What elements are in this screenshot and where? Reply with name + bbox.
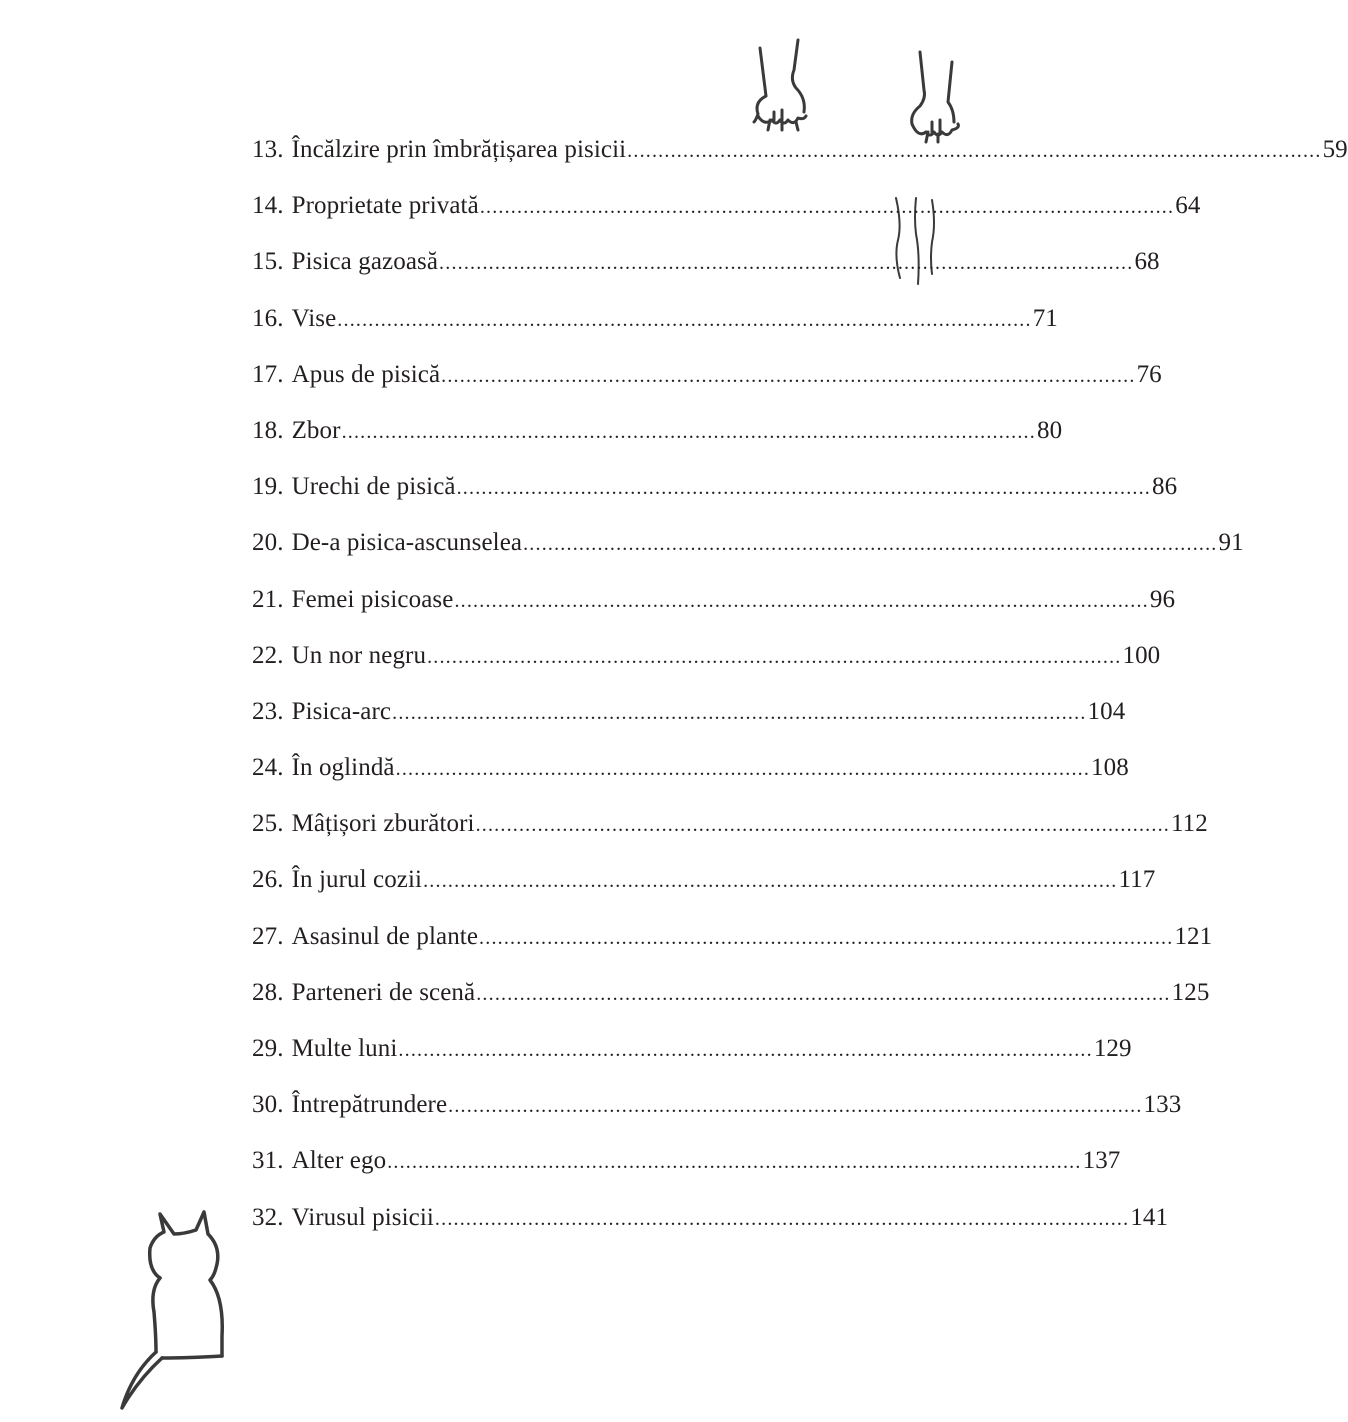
chapter-number: 24.	[252, 754, 284, 782]
chapter-number: 17.	[252, 360, 284, 388]
dot-leader: ................................................................................................................	[427, 645, 1122, 668]
chapter-title: Asasinul de plante	[291, 922, 479, 950]
page-number: 121	[1174, 922, 1213, 950]
chapter-title: Virusul pisicii	[291, 1203, 434, 1231]
dot-leader: ................................................................................................................	[479, 196, 1175, 219]
page-number: 117	[1118, 866, 1156, 894]
page-number: 141	[1130, 1203, 1169, 1231]
chapter-number: 16.	[252, 304, 284, 332]
dot-leader: ................................................................................................................	[441, 364, 1136, 387]
page-number: 71	[1032, 304, 1058, 332]
dot-leader: ................................................................................................................	[456, 477, 1151, 500]
chapter-title: Pisica gazoasă	[291, 248, 439, 276]
page-number: 100	[1122, 641, 1161, 669]
toc-entry[interactable]	[252, 1203, 1169, 1260]
chapter-number: 23.	[252, 697, 284, 725]
chapter-number: 27.	[252, 922, 284, 950]
page-number: 96	[1149, 585, 1176, 613]
chapter-title: Vise	[291, 304, 337, 332]
chapter-title: Multe luni	[291, 1035, 398, 1062]
chapter-number: 32.	[252, 1203, 284, 1231]
toc-entry[interactable]	[252, 866, 1156, 922]
toc-entry[interactable]	[252, 360, 1162, 417]
dot-leader: ................................................................................................................	[392, 701, 1087, 724]
chapter-title: Femei pisicoase	[291, 585, 454, 613]
table-of-contents	[252, 136, 1348, 1260]
page-number: 64	[1175, 192, 1201, 220]
dot-leader: ................................................................................................................	[448, 1095, 1143, 1118]
toc-entry[interactable]	[252, 192, 1201, 248]
toc-entry[interactable]	[252, 473, 1178, 529]
page-number: 86	[1152, 473, 1178, 501]
page-number: 80	[1036, 416, 1063, 444]
page-number: 108	[1091, 754, 1129, 782]
toc-entry[interactable]	[252, 810, 1208, 866]
cat-paw-icon	[752, 36, 814, 132]
chapter-title: Mâțișori zburători	[291, 810, 475, 838]
toc-entry[interactable]	[252, 304, 1058, 361]
chapter-title: Pisica-arc	[291, 697, 392, 725]
page-number: 76	[1136, 360, 1162, 388]
toc-entry[interactable]	[252, 1147, 1121, 1203]
chapter-number: 14.	[252, 192, 284, 220]
toc-entry[interactable]	[252, 136, 1348, 192]
toc-entry[interactable]	[252, 529, 1244, 585]
chapter-number: 26.	[252, 866, 284, 894]
page-number: 104	[1087, 697, 1126, 725]
chapter-title: Zbor	[291, 416, 341, 444]
dot-leader: ................................................................................................................	[475, 814, 1170, 837]
chapter-title: Alter ego	[291, 1147, 387, 1175]
toc-entry[interactable]	[252, 416, 1063, 473]
chapter-title: În jurul cozii	[291, 866, 423, 894]
dot-leader: ................................................................................................................	[341, 420, 1036, 443]
toc-entry[interactable]	[252, 922, 1213, 979]
page-number: 129	[1093, 1035, 1132, 1062]
dot-leader: ................................................................................................................	[439, 252, 1134, 275]
toc-entry[interactable]	[252, 1035, 1132, 1091]
chapter-title: În oglindă	[291, 754, 395, 782]
chapter-number: 30.	[252, 1091, 284, 1119]
page-number: 125	[1171, 978, 1210, 1006]
dot-leader: ................................................................................................................	[398, 1039, 1093, 1061]
chapter-number: 15.	[252, 248, 284, 276]
dot-leader: ................................................................................................................	[423, 870, 1118, 893]
dot-leader: ................................................................................................................	[337, 308, 1032, 331]
page-number: 133	[1143, 1091, 1182, 1119]
toc-entry[interactable]	[252, 978, 1210, 1035]
dot-leader: ................................................................................................................	[454, 589, 1149, 612]
dot-leader: ................................................................................................................	[387, 1151, 1082, 1174]
page-number: 137	[1082, 1147, 1121, 1175]
page-number: 68	[1134, 248, 1160, 276]
chapter-number: 22.	[252, 641, 284, 669]
chapter-title: Proprietate privată	[291, 192, 479, 220]
chapter-number: 25.	[252, 810, 284, 838]
dot-leader: ................................................................................................................	[523, 533, 1218, 556]
toc-entry[interactable]	[252, 641, 1161, 698]
toc-entry[interactable]	[252, 585, 1176, 642]
toc-entry[interactable]	[252, 697, 1126, 754]
chapter-title: De-a pisica-ascunselea	[291, 529, 523, 557]
chapter-number: 29.	[252, 1035, 284, 1062]
chapter-title: Urechi de pisică	[291, 473, 456, 501]
chapter-title: Încălzire prin îmbrățișarea pisicii	[291, 136, 627, 163]
toc-entry[interactable]	[252, 248, 1160, 304]
chapter-number: 31.	[252, 1147, 284, 1175]
chapter-number: 21.	[252, 585, 284, 613]
chapter-number: 19.	[252, 473, 284, 501]
page-number: 112	[1170, 810, 1208, 838]
chapter-title: Apus de pisică	[291, 360, 441, 388]
chapter-title: Parteneri de scenă	[291, 978, 476, 1006]
chapter-number: 20.	[252, 529, 284, 557]
chapter-title: Întrepătrundere	[291, 1091, 448, 1119]
chapter-title: Un nor negru	[291, 641, 427, 669]
sitting-cat-icon	[118, 1208, 228, 1414]
chapter-number: 13.	[252, 136, 284, 163]
chapter-number: 18.	[252, 416, 284, 444]
toc-entry[interactable]	[252, 1091, 1182, 1147]
chapter-number: 28.	[252, 978, 284, 1006]
dot-leader: ................................................................................................................	[395, 758, 1091, 781]
dot-leader: ................................................................................................................	[627, 140, 1322, 162]
cat-paw-icon	[908, 48, 966, 144]
dot-leader: ................................................................................................................	[434, 1207, 1130, 1230]
page-number: 59	[1322, 136, 1348, 163]
toc-entry[interactable]	[252, 754, 1129, 810]
dot-leader: ................................................................................................................	[476, 982, 1171, 1005]
dot-leader: ................................................................................................................	[479, 926, 1174, 949]
page-number: 91	[1218, 529, 1244, 557]
